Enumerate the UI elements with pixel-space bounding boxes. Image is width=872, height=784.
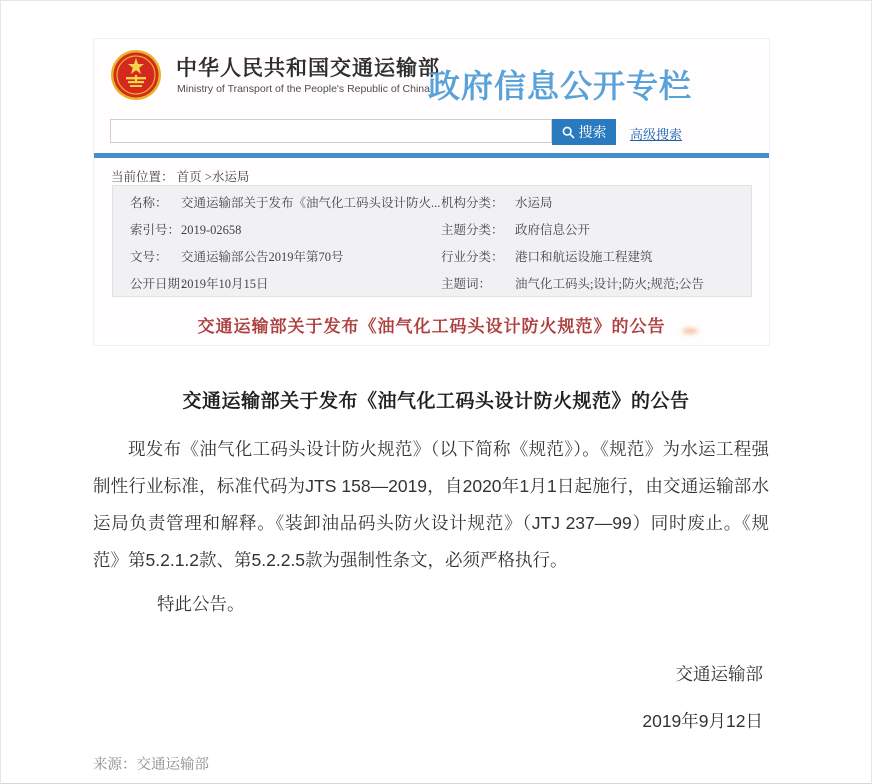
- meta-label: 索引号：: [130, 223, 181, 237]
- announcement-banner-title: 交通运输部关于发布《油气化工码头设计防火规范》的公告: [197, 317, 666, 336]
- blue-divider-bar: [94, 153, 769, 158]
- meta-label: 机构分类：: [441, 196, 504, 210]
- meta-label: 名称：: [130, 196, 168, 210]
- meta-value: 水运局: [515, 196, 553, 210]
- meta-row-docnumber: [113, 244, 751, 271]
- magnifier-icon: [562, 126, 575, 139]
- meta-label: 主题词：: [441, 277, 492, 291]
- meta-value: 2019年10月15日: [181, 277, 269, 291]
- meta-value: 交通运输部关于发布《油气化工码头设计防火...: [181, 196, 441, 210]
- gov-site-header-image: [93, 38, 770, 346]
- gov-info-column-title: 政府信息公开专栏: [428, 68, 693, 104]
- article-paragraph: 现发布《油气化工码头设计防火规范》（以下简称《规范》）。《规范》为水运工程强制性行业标准，标准代码为JTS 158—2019，自2020年1月1日起施行，由交通运输部水运局负责管理和解释。《装卸油品码头防火设计规范》（JTJ 237—99）同时废止。《规范》第5.2.1.2款、第5.2.2.5款为强制性条文，必须严格执行。: [93, 439, 769, 570]
- breadcrumb-home-link[interactable]: 首页: [176, 170, 202, 184]
- advanced-search-link[interactable]: 高级搜索: [630, 127, 683, 142]
- meta-value: 政府信息公开: [515, 223, 591, 237]
- search-button[interactable]: [552, 119, 616, 145]
- meta-row-name: [113, 190, 751, 217]
- article-title: 交通运输部关于发布《油气化工码头设计防火规范》的公告: [182, 391, 690, 412]
- meta-row-pubdate: [113, 271, 751, 298]
- article-body: [93, 431, 769, 579]
- ministry-name-en: Ministry of Transport of the People's Republic of China: [177, 83, 430, 95]
- breadcrumb-prefix: 当前位置：: [111, 170, 174, 184]
- meta-label: 主题分类：: [441, 223, 504, 237]
- breadcrumb-current-link[interactable]: 水运局: [211, 170, 250, 184]
- breadcrumb-separator: >: [204, 170, 212, 184]
- meta-label: 行业分类：: [441, 250, 504, 264]
- article-closing: 特此公告。: [157, 594, 245, 614]
- meta-value: 2019-02658: [181, 223, 242, 237]
- image-artifact-smudge: [682, 328, 698, 334]
- meta-value: 油气化工码头;设计;防火;规范;公告: [515, 277, 704, 291]
- breadcrumb: [111, 167, 249, 185]
- article-signature: 交通运输部: [675, 664, 763, 684]
- china-national-emblem-icon: [110, 49, 162, 101]
- document-meta-table: [112, 185, 752, 297]
- source-note: 来源：交通运输部: [93, 757, 209, 773]
- meta-row-index: [113, 217, 751, 244]
- ministry-name-cn: 中华人民共和国交通运输部: [176, 57, 440, 80]
- meta-value: 交通运输部公告2019年第70号: [181, 250, 344, 264]
- article-date: 2019年9月12日: [642, 711, 763, 731]
- search-button-label: 搜索: [578, 124, 607, 140]
- meta-value: 港口和航运设施工程建筑: [515, 250, 653, 264]
- meta-label: 公开日期：: [130, 277, 193, 291]
- search-input[interactable]: [110, 119, 552, 143]
- meta-label: 文号：: [130, 250, 168, 264]
